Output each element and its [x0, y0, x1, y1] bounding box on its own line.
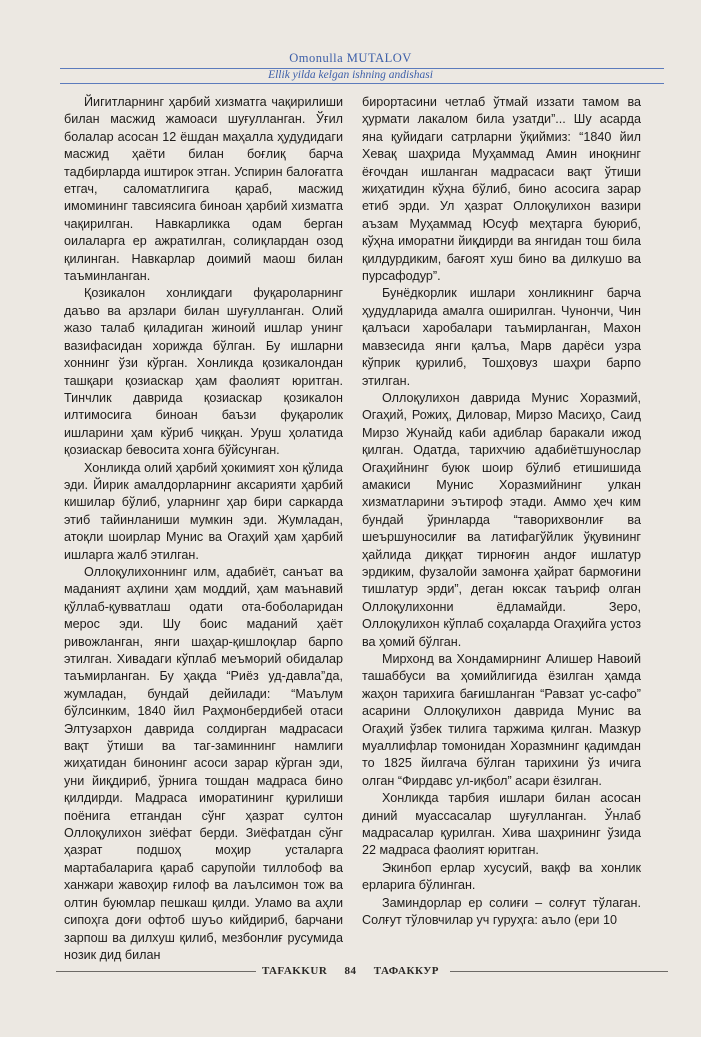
- paragraph-continued: бирортасини четлаб ўтмай иззати тамом ва ҳурмати лакалом била узатди”... Шу асарда яна қуйидаги сатрларни ўқиймиз: “1840 йил Хевақ шаҳрида Муҳаммад Амин иноқнинг ёғочдан ишланган мадрасаси вақт ўтиши жиҳатидин кўҳна бўлиб, бино асосига зарар етиб эрди. Ул ҳазрат Оллоқулихон вазири аъзам Муҳаммад Юсуф меҳтарга буюриб, кўҳна иморатни йиқдирди ва янгидан тош била қилдурдиким, бағоят хуш бино ва дилкушо ва пурсафодур”.: [362, 95, 641, 284]
- paragraph: Мирхонд ва Хондамирнинг Алишер Навоий ташаббуси ва ҳомийлигида ёзилган ҳамда жаҳон тарихига бағишланган “Равзат ус-сафо” асарини Оллоқулихон даврида Мунис ва Огаҳий ўзбек тилига таржима қилган. Мазкур муаллифлар томонидан Хоразмнинг қадимдан то 1825 йилгача бўлган тарихини ўз ичига олган “Фирдавс ул-иқбол” асари ёзилган.: [362, 652, 641, 788]
- paragraph: Қозикалон хонлиқдаги фуқароларнинг даъво ва арзлари билан шуғулланган. Олий жазо талаб қиладиган жиноий ишлар унинг вазифасидан хорижда бўлган. Бу ишларни хоннинг ўзи кўрган. Хонликда қозикалондан ташқари қозиаскар ҳам фаолият юритган. Тинчлик даврида қозиаскар қозикалон илтимосига биноан баъзи фуқаролик ишларини ҳам кўриб чиққан. Уруш ҳолатида қозиаскар бевосита хонга бўйсунган.: [64, 286, 343, 458]
- page-footer: [0, 962, 701, 980]
- paragraph: Оллоқулихоннинг илм, адабиёт, санъат ва маданият аҳлини ҳам моддий, ҳам маънавий қўллаб-қувватлаш одати ота-боболаридан мерос эди. Шу боис маданий ҳаёт ривожланган, янги шаҳар-қишлоқлар барпо этилган. Хивадаги кўплаб меъморий обидалар таъмирланган. Бу ҳақда “Риёз уд-давла”да, жумладан, бундай дейилади: “Маълум бўлсинким, 1840 йил Раҳмонбердибей отаси Элтузархон даврида солдирган мадрасаси вақт ўтиши ва таг-заминнинг намлиги жиҳатидан бинонинг асоси зарар кўрган эди, уни йиқдириб, ўрнига тошдан мадраса бино қилдирди. Мадраса иморатининг қурилиши поёнига етгандан сўнг ҳазрат султон Оллоқулихон зиёфат берди. Зиёфатдан сўнг ҳазрат подшоҳ моҳир усталарга мартабаларига қараб сарупойи тиллобоф ва ханжари жавоҳир ғилоф ва лаълсимон тож ва олтин буюмлар пешкаш қилди. Уламо ва аҳли сипоҳга доғи офтоб шуъо кийдириб, барчани зарпош ва дилхуш қилиб, мезбонлиғ русумида нозик дид билан: [64, 564, 343, 962]
- paragraph: Экинбоп ерлар хусусий, вақф ва хонлик ерларига бўлинган.: [362, 860, 641, 893]
- running-header: [0, 51, 701, 66]
- journal-name-cyrillic: ТАФАККУР: [373, 965, 440, 977]
- paragraph: Хонликда олий ҳарбий ҳокимият хон қўлида эди. Йирик амалдорларнинг аксарияти ҳарбий кишилар бўлиб, уларнинг ҳар бири саркарда этиб тайинланиши мумкин эди. Жумладан, атоқли шоирлар Мунис ва Огаҳий ҳам ҳарбий ишларга жалб этилган.: [64, 460, 343, 562]
- text-column-left: [64, 94, 343, 964]
- paragraph: Оллоқулихон даврида Мунис Хоразмий, Огаҳий, Рожиҳ, Диловар, Мирзо Масиҳо, Саид Мирзо Жунайд каби адиблар баракали ижод қилган. Одатда, тарихчию адабиётшунослар Огаҳийнинг буюк шоир бўлиб етишишида амакиси Мунис Хоразмийнинг улкан хизматларини эътироф этади. Аммо ҳеч ким бундай ўринларда “таворихвонлиғ ва шеършуносилиғ ва латифагўйлик ўқувининг ҳайлида диққат тирноғин андоғ ишлатур эрдиким, фузалойи замонға ҳайрат бармоғини тишлатур эрди”, деган юксак таъриф олган Оллоқулихонни ёдламайди. Зеро, Оллоқулихон кўплаб соҳаларда Огаҳийга устоз ва ҳомий бўлган.: [362, 390, 641, 649]
- paragraph: Заминдорлар ер солиғи – солғут тўлаган. Солғут тўловчилар уч гуруҳга: аъло (ери 10: [362, 895, 641, 928]
- header-rule-bottom: [60, 83, 664, 84]
- paragraph: Хонликда тарбия ишлари билан асосан диний муассасалар шуғулланган. Ўнлаб мадрасалар қурилган. Хива шаҳрининг ўзида 22 мадраса фаолият юритган.: [362, 791, 641, 858]
- journal-name-latin: TAFAKKUR: [261, 965, 328, 977]
- paragraph: Бунёдкорлик ишлари хонликнинг барча ҳудудларида амалга оширилган. Чунончи, Чин қалъаси харобалари таъмирланган, Махон мавзесида янги қалъа, Марв дарёси узра кўприк қурилиб, Тошҳовуз шаҳри барпо этилган.: [362, 286, 641, 388]
- page-number: 84: [344, 965, 357, 977]
- paragraph: Йигитларнинг ҳарбий хизматга чақирилиши билан масжид жамоаси шуғулланган. Ўғил болалар асосан 12 ёшдан маҳалла ҳудудидаги масжид ҳаёти билан боғлиқ барча тадбирларда иштирок этган. Успирин балоғатга етгач, саломатлигига қараб, масжид имомининг тавсиясига биноан ҳарбий хизматга чақирилган. Навкарликка одам берган оилаларга ер ажратилган, солиқлардан озод қилинган. Навкарлар доимий маош билан таъминланган.: [64, 95, 343, 284]
- author-name: Omonulla MUTALOV: [289, 51, 412, 65]
- text-column-right: [362, 94, 641, 930]
- article-subtitle: Ellik yilda kelgan ishning andishasi: [268, 69, 433, 81]
- footer-text: [0, 962, 701, 980]
